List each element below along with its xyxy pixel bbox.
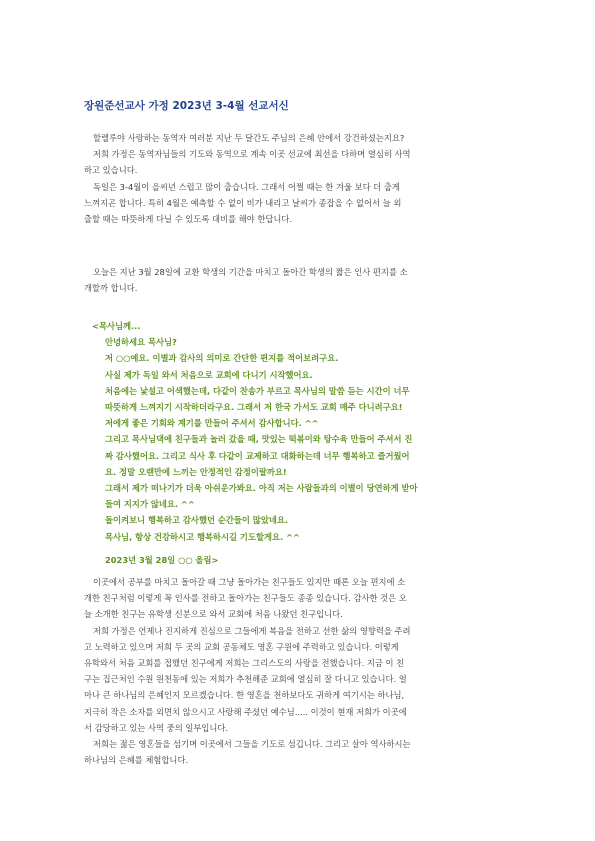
lead-section [84,264,514,296]
text-line: 느껴지곤 합니다. 특히 4월은 예측할 수 없이 비가 내리고 날씨가 종잡을 수 없어서 늘 외 [84,197,402,208]
letter-line: 안녕하세요 목사님? [105,337,177,348]
intro-section [84,130,514,227]
text-line: 하고 있습니다. [84,165,138,176]
letter-line: 사실 제가 독일 와서 처음으로 교회에 다니기 시작했어요. [105,369,313,380]
text-line: 구는 집근처인 수원 원천동에 있는 저희가 추천해준 교회에 열심히 잘 다니고 있습니다. 얼 [84,674,407,685]
letter-line: 그리고 목사님댁에 친구들과 놀러 갔을 때, 맛있는 떡볶이와 탕수육 만들어 주셔서 진 [105,434,413,445]
text-line: 고 노력하고 있으며 저희 두 곳의 교회 공동체도 영혼 구원에 주력하고 있습니다. 이렇게 [84,641,399,652]
letter-line: 목사님, 항상 건강하시고 행복하시길 기도할게요. ^^ [105,531,300,542]
text-line: 개한 친구처럼 이렇게 꼭 인사를 전하고 돌아가는 친구들도 종종 있습니다. 감사한 것은 오 [84,593,407,604]
text-line: 지극히 작은 소자를 외면치 않으시고 사랑해 주셨던 예수님..... 이것이 현재 저희가 이곳에 [84,706,407,717]
letter-line: 저 ○○예요. 이별과 감사의 의미로 간단한 편지를 적어보려구요. [105,353,339,364]
letter-line: 돌이켜보니 행복하고 감사했던 순간들이 많았네요. [105,515,289,526]
letter-line: 처음에는 낯설고 어색했는데, 다같이 찬송가 부르고 목사님의 말씀 듣는 시간이 너무 [105,385,410,396]
text-line: 저희 가정은 동역자님들의 기도와 동역으로 계속 이곳 선교에 최선을 다하며 열심히 사역 [93,149,411,160]
letter-line: 저에게 좋은 기회와 계기를 만들어 주셔서 감사합니다. ^^ [105,418,319,429]
letter-line: 그래서 제가 떠나기가 더욱 아쉬운가봐요. 아직 저는 사람들과의 이별이 당연하게 받아 [105,483,418,494]
text-line: 할렐루야 사랑하는 동역자 여러분 지난 두 달간도 주님의 은혜 안에서 강건하셨는지요? [93,133,405,143]
letter-line: 들여 지지가 않네요. ^^ [105,499,195,510]
text-line: 개할까 합니다. [84,283,138,294]
text-line: 독일은 3-4월이 을씨년 스럽고 많이 춥습니다. 그래서 어쩔 때는 한 겨울 보다 더 춥게 [93,181,400,192]
letter-salutation: <목사님께... [92,321,141,331]
text-line: 서 감당하고 있는 사역 중의 일부입니다. [84,722,229,733]
text-line: 이곳에서 공부를 마치고 돌아갈 때 그냥 돌아가는 친구들도 있지만 때론 오늘 편지에 소 [93,577,406,587]
student-letter [92,318,522,568]
text-line: 저희 가정은 언제나 진지하게 진심으로 그들에게 복음을 전하고 선한 삶의 영향력을 주려 [93,625,411,636]
body-section [84,574,514,768]
text-line: 마나 큰 하나님의 은혜인지 모르겠습니다. 한 영혼을 천하보다도 귀하게 여기시는 하나님, [84,690,405,701]
letter-line: 짜 감사했어요. 그리고 식사 후 다같이 교제하고 대화하는데 너무 행복하고 즐거웠어 [105,450,410,461]
page-title: 장원준선교사 가정 2023년 3-4월 선교서신 [84,100,289,112]
text-line: 저희는 젊은 영혼들을 섬기며 이곳에서 그들을 기도로 섬깁니다. 그리고 살아 역사하시는 [93,739,411,750]
letter-line: 요. 정말 오랜만에 느끼는 안정적인 감정이랄까요! [105,466,287,477]
text-line: 오늘은 지난 3월 28일에 교환 학생의 기간을 마치고 돌아간 학생의 짧은 인사 편지를 소 [93,267,408,277]
letter-signature: 2023년 3월 28일 ○○ 올림> [105,554,219,565]
text-line: 늘 소개한 친구는 유학생 신분으로 와서 교회에 처음 나왔던 친구입니다. [84,609,343,620]
letter-line: 따뜻하게 느껴지기 시작하더라구요. 그래서 저 한국 가서도 교회 매주 다니려구요! [105,402,403,413]
text-line: 출할 때는 따뜻하게 다닐 수 있도록 대비를 해야 한답니다. [84,214,293,225]
text-line: 하나님의 은혜를 체험합니다. [84,755,189,766]
text-line: 유학와서 처음 교회를 접했던 친구에게 저희는 그리스도의 사랑을 전했습니다. 지금 이 친 [84,658,405,669]
